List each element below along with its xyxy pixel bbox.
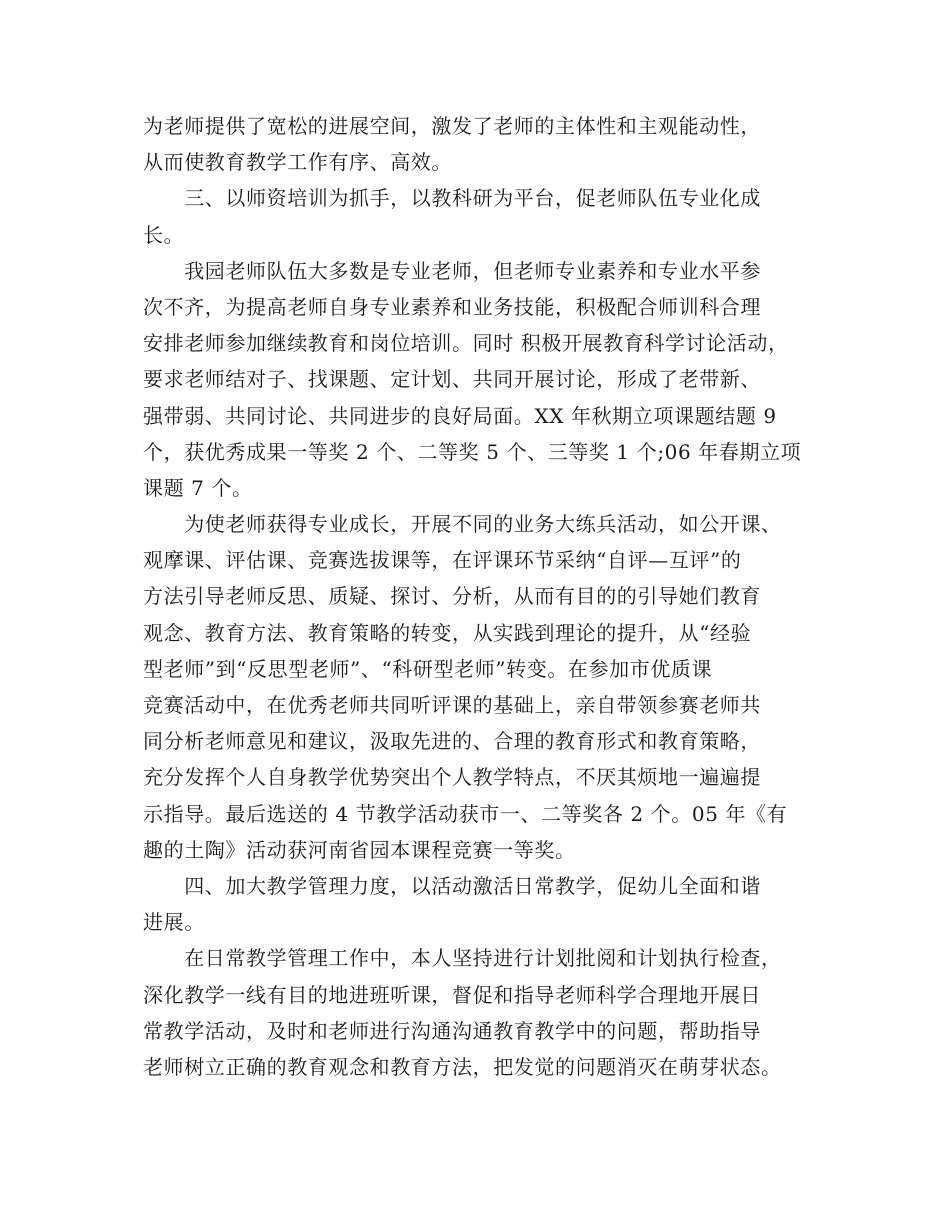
text-line: 个，获优秀成果一等奖 2 个、二等奖 5 个、三等奖 1 个;06 年春期立项 bbox=[143, 439, 802, 464]
text-line: 观念、教育方法、教育策略的转变，从实践到理论的提升，从“经验 bbox=[143, 620, 752, 645]
text-line: 示指导。最后选送的 4 节教学活动获市一、二等奖各 2 个。05 年《有 bbox=[143, 801, 788, 826]
section-heading-line: 四、加大教学管理力度，以活动激活日常教学，促幼儿全面和谐 bbox=[143, 873, 761, 898]
text-line: 要求老师结对子、找课题、定计划、共同开展讨论，形成了老带新、 bbox=[143, 367, 761, 392]
text-line: 竞赛活动中，在优秀老师共同听评课的基础上，亲自带领参赛老师共 bbox=[143, 693, 761, 717]
text-line: 我园老师队伍大多数是专业老师，但老师专业素养和专业水平参 bbox=[143, 258, 761, 283]
text-line: 课题 7 个。 bbox=[143, 475, 253, 500]
text-line: 强带弱、共同讨论、共同进步的良好局面。XX 年秋期立项课题结题 9 bbox=[143, 403, 777, 428]
text-line: 深化教学一线有目的地进班听课，督促和指导老师科学合理地开展日 bbox=[143, 982, 761, 1007]
text-line: 趣的土陶》活动获河南省园本课程竞赛一等奖。 bbox=[143, 837, 576, 862]
text-line: 为使老师获得专业成长，开展不同的业务大练兵活动，如公开课、 bbox=[143, 512, 782, 537]
text-line: 方法引导老师反思、质疑、探讨、分析，从而有目的的引导她们教育 bbox=[143, 584, 761, 609]
text-line: 安排老师参加继续教育和岗位培训。同时 积极开展教育科学讨论活动， bbox=[143, 331, 789, 356]
text-line: 老师树立正确的教育观念和教育方法，把发觉的问题消灭在萌芽状态。 bbox=[143, 1054, 782, 1079]
text-line: 在日常教学管理工作中，本人坚持进行计划批阅和计划执行检查， bbox=[143, 946, 782, 971]
document-body bbox=[143, 108, 823, 1085]
text-line: 充分发挥个人自身教学优势突出个人教学特点，不厌其烦地一遍遍提 bbox=[143, 765, 761, 790]
text-line: 型老师”到“反思型老师”、“科研型老师”转变。在参加市优质课 bbox=[143, 656, 713, 681]
text-line: 观摩课、评估课、竞赛选拔课等，在评课环节采纳“自评—互评”的 bbox=[143, 548, 742, 573]
section-heading-line: 进展。 bbox=[143, 910, 205, 935]
text-line: 同分析老师意见和建议，汲取先进的、合理的教育形式和教育策略， bbox=[143, 729, 761, 754]
text-line: 次不齐，为提高老师自身专业素养和业务技能，积极配合师训科合理 bbox=[143, 294, 761, 319]
text-line: 从而使教育教学工作有序、高效。 bbox=[143, 150, 452, 175]
section-heading-line: 长。 bbox=[143, 222, 185, 247]
text-line: 为老师提供了宽松的进展空间，激发了老师的主体性和主观能动性， bbox=[143, 114, 761, 138]
section-heading-line: 三、以师资培训为抓手，以教科研为平台，促老师队伍专业化成 bbox=[143, 186, 761, 211]
text-line: 常教学活动，及时和老师进行沟通沟通教育教学中的问题，帮助指导 bbox=[143, 1018, 761, 1043]
